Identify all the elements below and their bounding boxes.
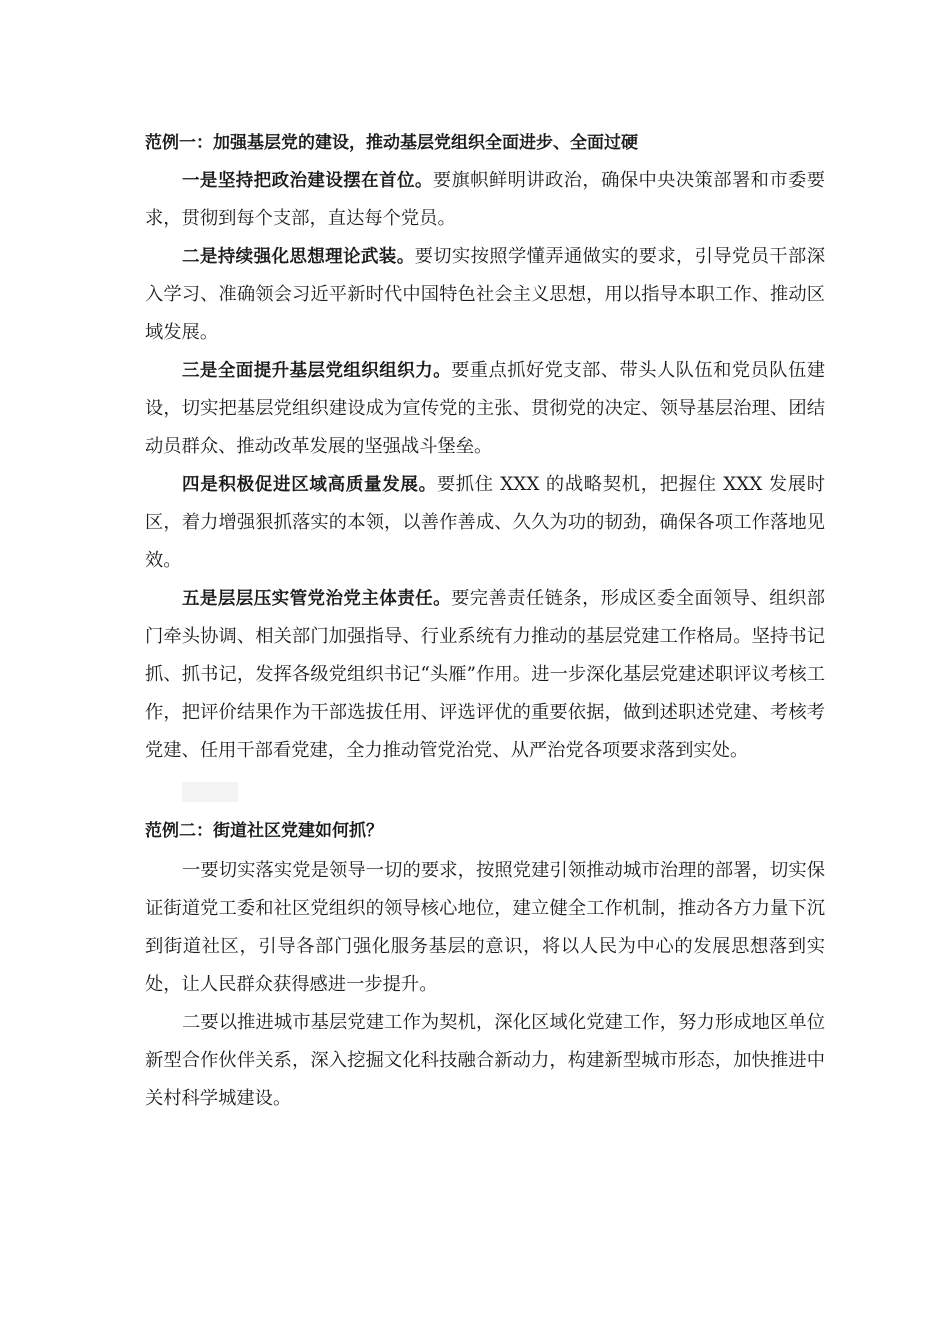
- section-2-title: 范例二：街道社区党建如何抓？: [145, 821, 383, 841]
- section-2-paragraph-2: 二要以推进城市基层党建工作为契机，深化区域化党建工作，努力形成地区单位新型合作伙伴关系，深入挖掘文化科技融合新动力，构建新型城市形态，加快推进中关村科学城建设。: [145, 1012, 825, 1109]
- item-lead: 四是积极促进区域高质量发展。: [182, 475, 437, 495]
- blank-paragraph-highlight: [182, 782, 238, 802]
- section-1-item-5: [145, 580, 825, 770]
- section-1-item-1: [145, 162, 825, 238]
- document-page: [145, 128, 825, 1118]
- item-text: 要完善责任链条，形成区委全面领导、组织部门牵头协调、相关部门加强指导、行业系统有力推动的基层党建工作格局。坚持书记抓、抓书记，发挥各级党组织书记“头雁”作用。进一步深化基层党建述职评议考核工作，把评价结果作为干部选拔任用、评选评优的重要依据，做到述职述党建、考核考党建、任用干部看党建，全力推动管党治党、从严治党各项要求落到实处。: [145, 588, 825, 761]
- section-1-item-2: [145, 238, 825, 352]
- section-1-item-3: [145, 352, 825, 466]
- item-text: 要旗帜鲜明讲政治，确保中央决策部署和市委要求，贯彻到每个支部，直达每个党员。: [145, 170, 826, 229]
- section-1-title: 范例一：加强基层党的建设，推动基层党组织全面进步、全面过硬: [145, 133, 638, 153]
- item-text: 要抓住 XXX 的战略契机，把握住 XXX 发展时区，着力增强狠抓落实的本领，以善作善成、久久为功的韧劲，确保各项工作落地见效。: [145, 474, 825, 571]
- item-lead: 一是坚持把政治建设摆在首位。: [182, 171, 433, 191]
- item-text: 要重点抓好党支部、带头人队伍和党员队伍建设，切实把基层党组织建设成为宣传党的主张、贯彻党的决定、领导基层治理、团结动员群众、推动改革发展的坚强战斗堡垒。: [145, 360, 825, 457]
- item-lead: 三是全面提升基层党组织组织力。: [182, 361, 452, 381]
- section-1-item-4: [145, 466, 825, 580]
- item-lead: 二是持续强化思想理论武装。: [182, 247, 415, 267]
- section-2-paragraph-1: 一要切实落实党是领导一切的要求，按照党建引领推动城市治理的部署，切实保证街道党工委和社区党组织的领导核心地位，建立健全工作机制，推动各方力量下沉到街道社区，引导各部门强化服务基层的意识，将以人民为中心的发展思想落到实处，让人民群众获得感进一步提升。: [145, 860, 825, 995]
- item-text: 要切实按照学懂弄通做实的要求，引导党员干部深入学习、准确领会习近平新时代中国特色社会主义思想，用以指导本职工作、推动区域发展。: [145, 246, 826, 343]
- item-lead: 五是层层压实管党治党主体责任。: [182, 589, 452, 609]
